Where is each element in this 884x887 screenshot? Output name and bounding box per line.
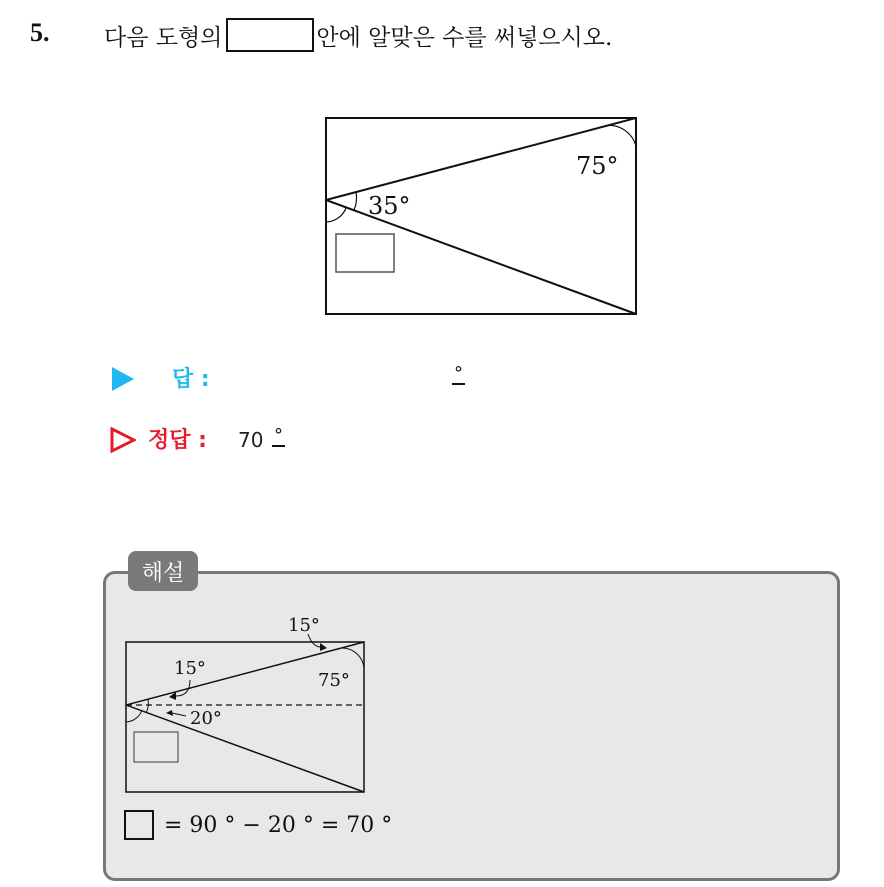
expl-unknown-box xyxy=(134,732,178,762)
question-text-after: 안에 알맞은 수를 써넣으시오. xyxy=(316,24,613,51)
answer-label: 답 : xyxy=(172,367,210,392)
formula-box xyxy=(124,810,154,840)
question-text-before: 다음 도형의 xyxy=(104,24,223,51)
correct-answer-value: 70 xyxy=(238,428,264,452)
explanation-figure xyxy=(120,610,382,800)
formula-text: = 90 ° − 20 ° = 70 ° xyxy=(164,812,393,838)
explanation-tag: 해설 xyxy=(128,551,198,591)
expl-label-20: 20° xyxy=(190,708,222,729)
label-35: 35° xyxy=(368,192,411,220)
expl-lower-diagonal xyxy=(126,705,364,792)
correct-answer-label: 정답 : xyxy=(148,428,207,453)
angle-arc-35 xyxy=(354,192,357,210)
expl-label-15-top: 15° xyxy=(288,615,320,636)
angle-arc-75 xyxy=(608,125,636,146)
expl-label-15-upper: 15° xyxy=(174,658,206,679)
explanation-formula xyxy=(124,810,392,840)
expl-label-75: 75° xyxy=(318,670,350,691)
label-75: 75° xyxy=(576,152,619,180)
expl-arc-75 xyxy=(342,648,364,668)
question-text xyxy=(104,18,612,52)
expl-arc-unknown xyxy=(126,710,142,722)
arrow-mid-icon xyxy=(166,710,173,716)
arrow-top-icon xyxy=(320,643,327,651)
unknown-angle-box xyxy=(336,234,394,272)
question-number: 5. xyxy=(30,18,50,47)
expl-arrow-mid xyxy=(172,713,186,716)
expl-arc-left xyxy=(146,699,148,713)
answer-unit: ° xyxy=(454,363,463,384)
expl-rectangle xyxy=(126,642,364,792)
question-blank-box xyxy=(226,18,314,52)
outline-triangle-icon xyxy=(110,427,136,453)
play-triangle-icon xyxy=(112,367,134,391)
figure-rectangle-triangle xyxy=(318,110,648,322)
correct-answer-unit: ° xyxy=(274,425,283,446)
angle-arc-unknown xyxy=(326,208,346,222)
